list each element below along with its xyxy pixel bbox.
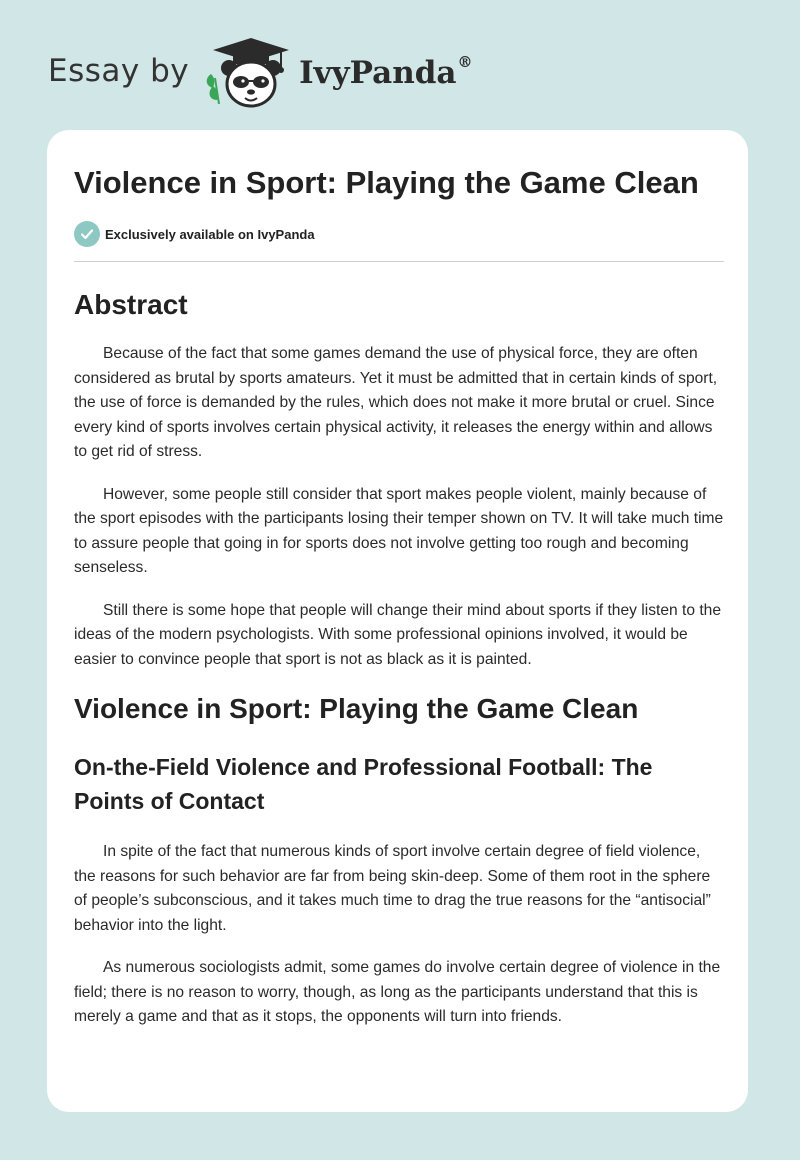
- check-icon: [74, 221, 100, 247]
- essay-by-label: Essay by: [48, 53, 190, 89]
- panda-graduate-icon: [203, 34, 293, 114]
- abstract-paragraph: However, some people still consider that sport makes people violent, mainly because of the sport episodes with the participants losing their temper shown on TV. It will take much time to assure people that going in for sports does not involve getting too rough and becoming senseless.: [74, 485, 724, 576]
- abstract-heading: Abstract: [74, 289, 188, 320]
- abstract-paragraph: Still there is some hope that people will change their mind about sports if they listen to the ideas of the modern psychologists. With some professional opinions involved, it would be easier to convince people that sport is not as black as it is painted.: [74, 601, 722, 668]
- site-header: [48, 34, 473, 114]
- section-paragraph: In spite of the fact that numerous kinds of sport involve certain degree of field violence, the reasons for such behavior are far from being skin-deep. Some of them root in the sphere of people’s subconscious, and it takes much time to drag the true reasons for the “antisocial” behavior into the light.: [74, 843, 711, 934]
- section-heading: Violence in Sport: Playing the Game Clean: [74, 693, 639, 724]
- section-paragraph: As numerous sociologists admit, some games do involve certain degree of violence in the field; there is no reason to worry, though, as long as the participants understand that this is merely a game and that as it stops, the opponents will turn into friends.: [74, 959, 721, 1025]
- article-content: [74, 162, 724, 1030]
- article-card: [47, 130, 748, 1112]
- brand-name: IvyPanda®: [299, 53, 473, 91]
- article-title: Violence in Sport: Playing the Game Clean: [74, 165, 699, 200]
- divider: [74, 261, 724, 262]
- exclusive-badge-text: Exclusively available on IvyPanda: [105, 226, 315, 242]
- exclusive-badge: [74, 220, 724, 248]
- registered-mark: ®: [457, 53, 473, 71]
- subsection-heading: On-the-Field Violence and Professional Football: The Points of Contact: [74, 754, 653, 814]
- abstract-paragraph: Because of the fact that some games demand the use of physical force, they are often considered as brutal by sports amateurs. Yet it must be admitted that in certain kinds of sport, the use of force is demanded by the rules, which does not make it more brutal or cruel. Since every kind of sports involves certain physical activity, it releases the energy within and allows to get rid of stress.: [74, 345, 718, 460]
